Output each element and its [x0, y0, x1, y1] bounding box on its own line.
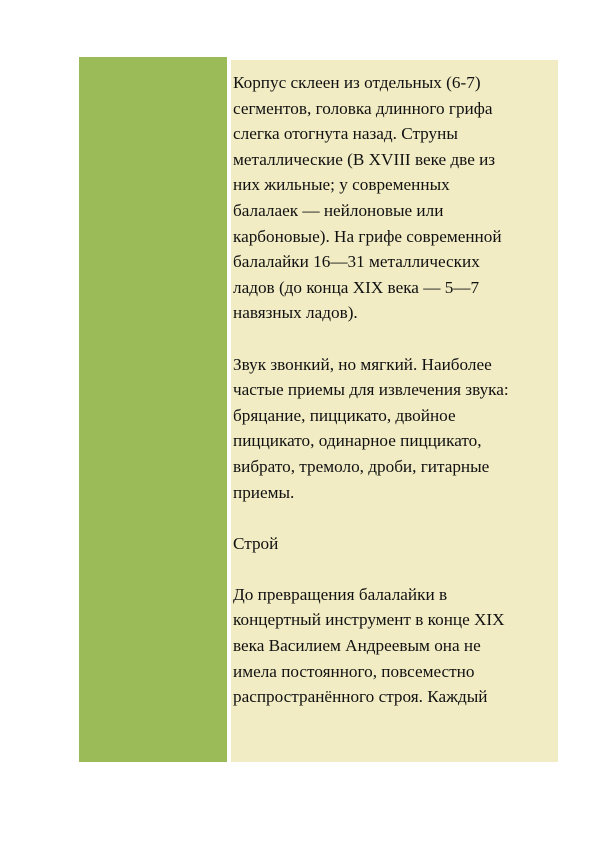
paragraph-spacer: [233, 505, 558, 531]
text-cell: [231, 60, 558, 762]
paragraph-sound-techniques: Звук звонкий, но мягкий. Наиболее частые приемы для извлечения звука: бряцание, пиццикато, двойное пиццикато, одинарное пиццикато, вибрато, тремоло, дроби, гитарные приемы.: [233, 354, 509, 502]
paragraph-tuning-history: До превращения балалайки в концертный инструмент в конце XIX века Василием Андреевым она не имела постоянного, повсеместно распространённого строя. Каждый: [233, 584, 505, 707]
left-table-cell: [79, 57, 228, 762]
paragraph-spacer: [233, 556, 558, 582]
paragraph-body-construction: Корпус склеен из отдельных (6-7) сегментов, головка длинного грифа слегка отогнута назад. Струны металлические (В XVIII веке две из них жильные; у современных балалаек — нейлоновые или карбоновые). На грифе современной балалайки 16—31 металлических ладов (до конца XIX века — 5—7 навязных ладов).: [233, 73, 502, 323]
paragraph-spacer: [233, 326, 558, 352]
section-heading-tuning: Строй: [233, 533, 279, 553]
content-table: [79, 57, 560, 762]
right-table-cell: [228, 57, 560, 762]
